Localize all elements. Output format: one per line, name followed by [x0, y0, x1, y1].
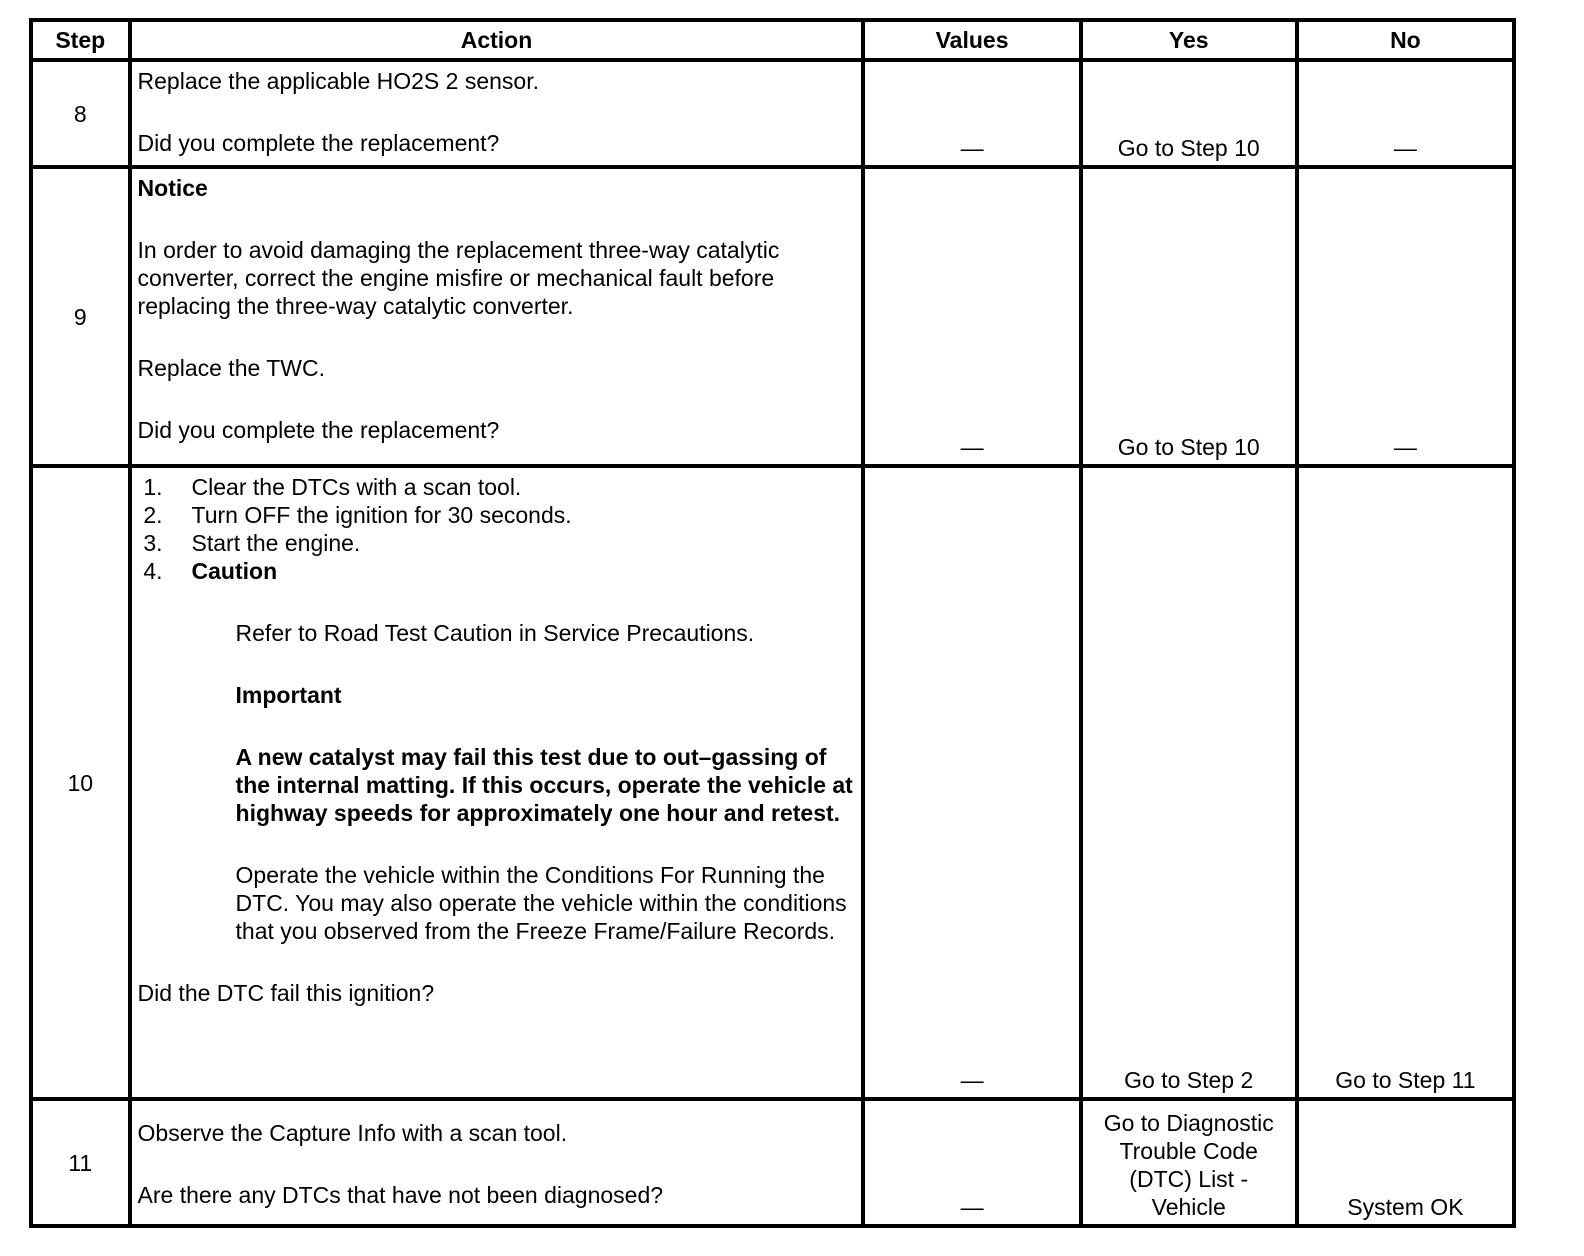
header-values: Values — [863, 20, 1080, 60]
values-cell: — — [863, 167, 1080, 466]
list-item: 3. Start the engine. — [143, 530, 361, 556]
procedure-list — [138, 473, 854, 585]
table-row-step-10 — [31, 466, 1514, 1099]
header-step: Step — [31, 20, 130, 60]
step-number: 11 — [31, 1099, 130, 1226]
notice-text: In order to avoid damaging the replacement three-way catalytic converter, correct the engine misfire or mechanical fault before replacing the three-way catalytic converter. — [137, 237, 780, 319]
yes-cell: Go to Step 10 — [1081, 60, 1297, 167]
values-cell: — — [863, 60, 1080, 167]
action-cell — [130, 167, 864, 466]
action-question: Did the DTC fail this ignition? — [137, 980, 435, 1006]
no-cell: — — [1297, 60, 1514, 167]
no-cell: Go to Step 11 — [1297, 466, 1514, 1099]
action-text: Observe the Capture Info with a scan tool. — [137, 1119, 568, 1146]
action-question: Did you complete the replacement? — [137, 417, 500, 443]
action-text: Replace the applicable HO2S 2 sensor. — [137, 68, 539, 94]
operate-text: Operate the vehicle within the Conditions For Running the DTC. You may also operate the vehicle within the conditions that you observed from the Freeze Frame/Failure Records. — [235, 862, 847, 944]
action-cell — [130, 60, 864, 167]
action-text: Replace the TWC. — [137, 355, 326, 381]
list-item: 2. Turn OFF the ignition for 30 seconds. — [143, 502, 572, 528]
notice-title: Notice — [137, 175, 208, 201]
table-row-step-11 — [31, 1099, 1514, 1226]
values-cell: — — [863, 1099, 1080, 1226]
yes-cell: Go to Diagnostic Trouble Code (DTC) List - Vehicle — [1081, 1099, 1297, 1226]
step-number: 8 — [31, 60, 130, 167]
header-no: No — [1297, 20, 1514, 60]
list-item: 4. Caution — [138, 557, 854, 585]
no-cell: — — [1297, 167, 1514, 466]
important-text: A new catalyst may fail this test due to out–gassing of the internal matting. If this occurs, operate the vehicle at highway speeds for approximately one hour and retest. — [235, 744, 853, 826]
step-number: 10 — [31, 466, 130, 1099]
header-row — [31, 20, 1514, 60]
action-cell — [130, 1099, 864, 1226]
action-question: Did you complete the replacement? — [137, 130, 500, 156]
step-number: 9 — [31, 167, 130, 466]
values-cell: — — [863, 466, 1080, 1099]
important-title: Important — [235, 682, 342, 708]
diagnostic-table — [29, 18, 1516, 1228]
yes-cell: Go to Step 10 — [1081, 167, 1297, 466]
caution-text: Refer to Road Test Caution in Service Precautions. — [235, 620, 755, 646]
caution-block — [138, 585, 854, 945]
list-item: 1. Clear the DTCs with a scan tool. — [143, 474, 522, 500]
caution-title: Caution — [191, 558, 278, 584]
no-cell: System OK — [1297, 1099, 1514, 1226]
action-question: Are there any DTCs that have not been diagnosed? — [137, 1181, 664, 1208]
action-cell — [130, 466, 864, 1099]
table-row-step-8 — [31, 60, 1514, 167]
table-row-step-9 — [31, 167, 1514, 466]
header-action: Action — [130, 20, 864, 60]
header-yes: Yes — [1081, 20, 1297, 60]
yes-cell: Go to Step 2 — [1081, 466, 1297, 1099]
